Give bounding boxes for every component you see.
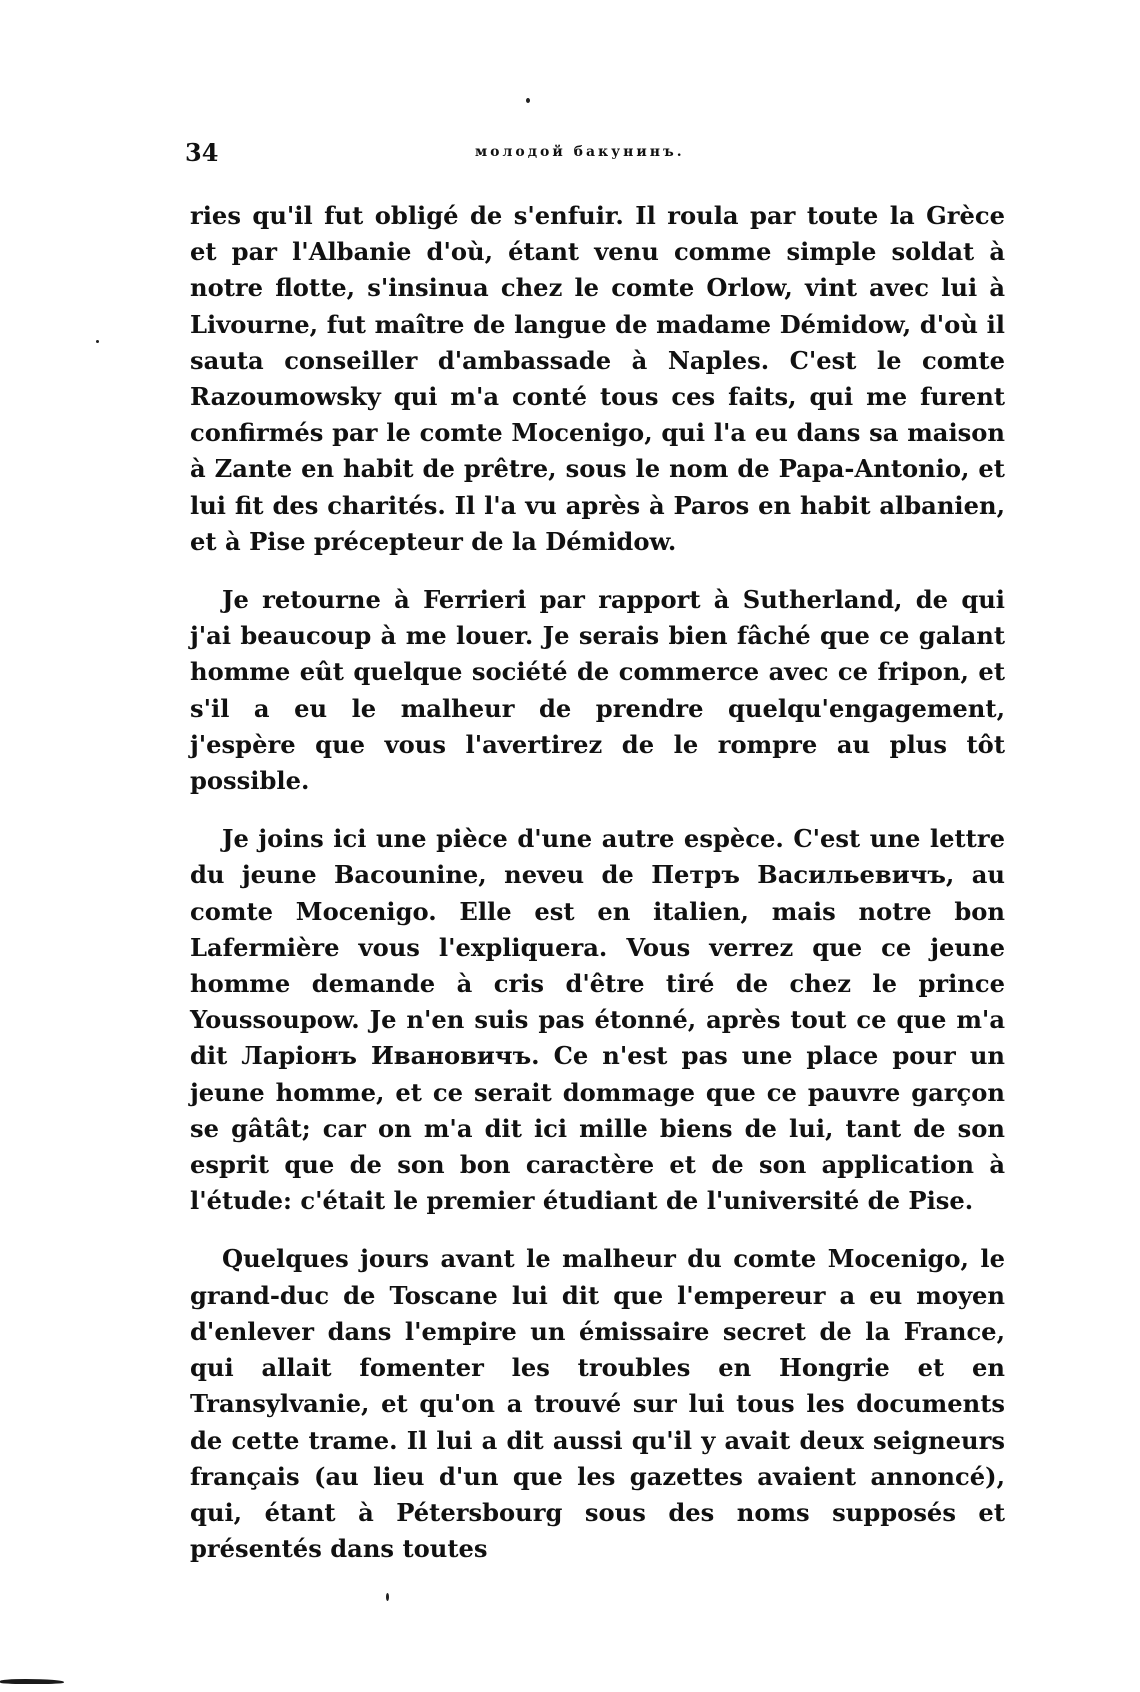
body-text xyxy=(190,198,1005,1567)
paragraph-continued: ries qu'il fut obligé de s'enfuir. Il roula par toute la Grèce et par l'Albanie d'où, étant venu comme simple soldat à notre flotte, s'insinua chez le comte Orlow, vint avec lui à Livourne, fut maître de langue de madame Démidow, d'où il sauta conseiller d'ambassade à Naples. C'est le comte Razoumowsky qui m'a conté tous ces faits, qui me furent confirmés par le comte Mocenigo, qui l'a eu dans sa maison à Zante en habit de prêtre, sous le nom de Papa-Antonio, et lui fit des charités. Il l'a vu après à Paros en habit albanien, et à Pise précepteur de la Démidow. xyxy=(190,201,1005,556)
scan-speck xyxy=(96,340,99,343)
scan-speck xyxy=(386,1593,389,1601)
paragraph: Quelques jours avant le malheur du comte Mocenigo, le grand-duc de Toscane lui dit que l'empereur a eu moyen d'enlever dans l'empire un émissaire secret de la France, qui allait fomenter les troubles en Hongrie et en Transylvanie, et qu'on a trouvé sur lui tous les documents de cette trame. Il lui a dit aussi qu'il y avait deux seigneurs français (au lieu d'un que les gazettes avaient annoncé), qui, étant à Pétersbourg sous des noms supposés et présentés dans toutes xyxy=(190,1244,1005,1564)
running-title: молодой бакунинъ. xyxy=(475,144,685,160)
page-number: 34 xyxy=(185,138,219,167)
scan-speck xyxy=(526,98,530,103)
paragraph: Je joins ici une pièce d'une autre espèce. C'est une lettre du jeune Bacounine, neveu de Петръ Васильевичъ, au comte Mocenigo. Elle est en italien, mais notre bon Lafermière vous l'expliquera. Vous verrez que ce jeune homme demande à cris d'être tiré de chez le prince Youssoupow. Je n'en suis pas étonné, après tout ce que m'a dit Ларіонъ Ивановичъ. Ce n'est pas une place pour un jeune homme, et ce serait dommage que ce pauvre garçon se gâtât; car on m'a dit ici mille biens de lui, tant de son esprit que de son bon caractère et de son application à l'étude: c'était le premier étudiant de l'université de Pise. xyxy=(190,824,1005,1216)
scan-smudge xyxy=(0,1679,64,1684)
page-header xyxy=(185,138,1005,178)
paragraph: Je retourne à Ferrieri par rapport à Sutherland, de qui j'ai beaucoup à me louer. Je serais bien fâché que ce galant homme eût quelque société de commerce avec ce fripon, et s'il a eu le malheur de prendre quelqu'engagement, j'espère que vous l'avertirez de le rompre au plus tôt possible. xyxy=(190,585,1005,796)
